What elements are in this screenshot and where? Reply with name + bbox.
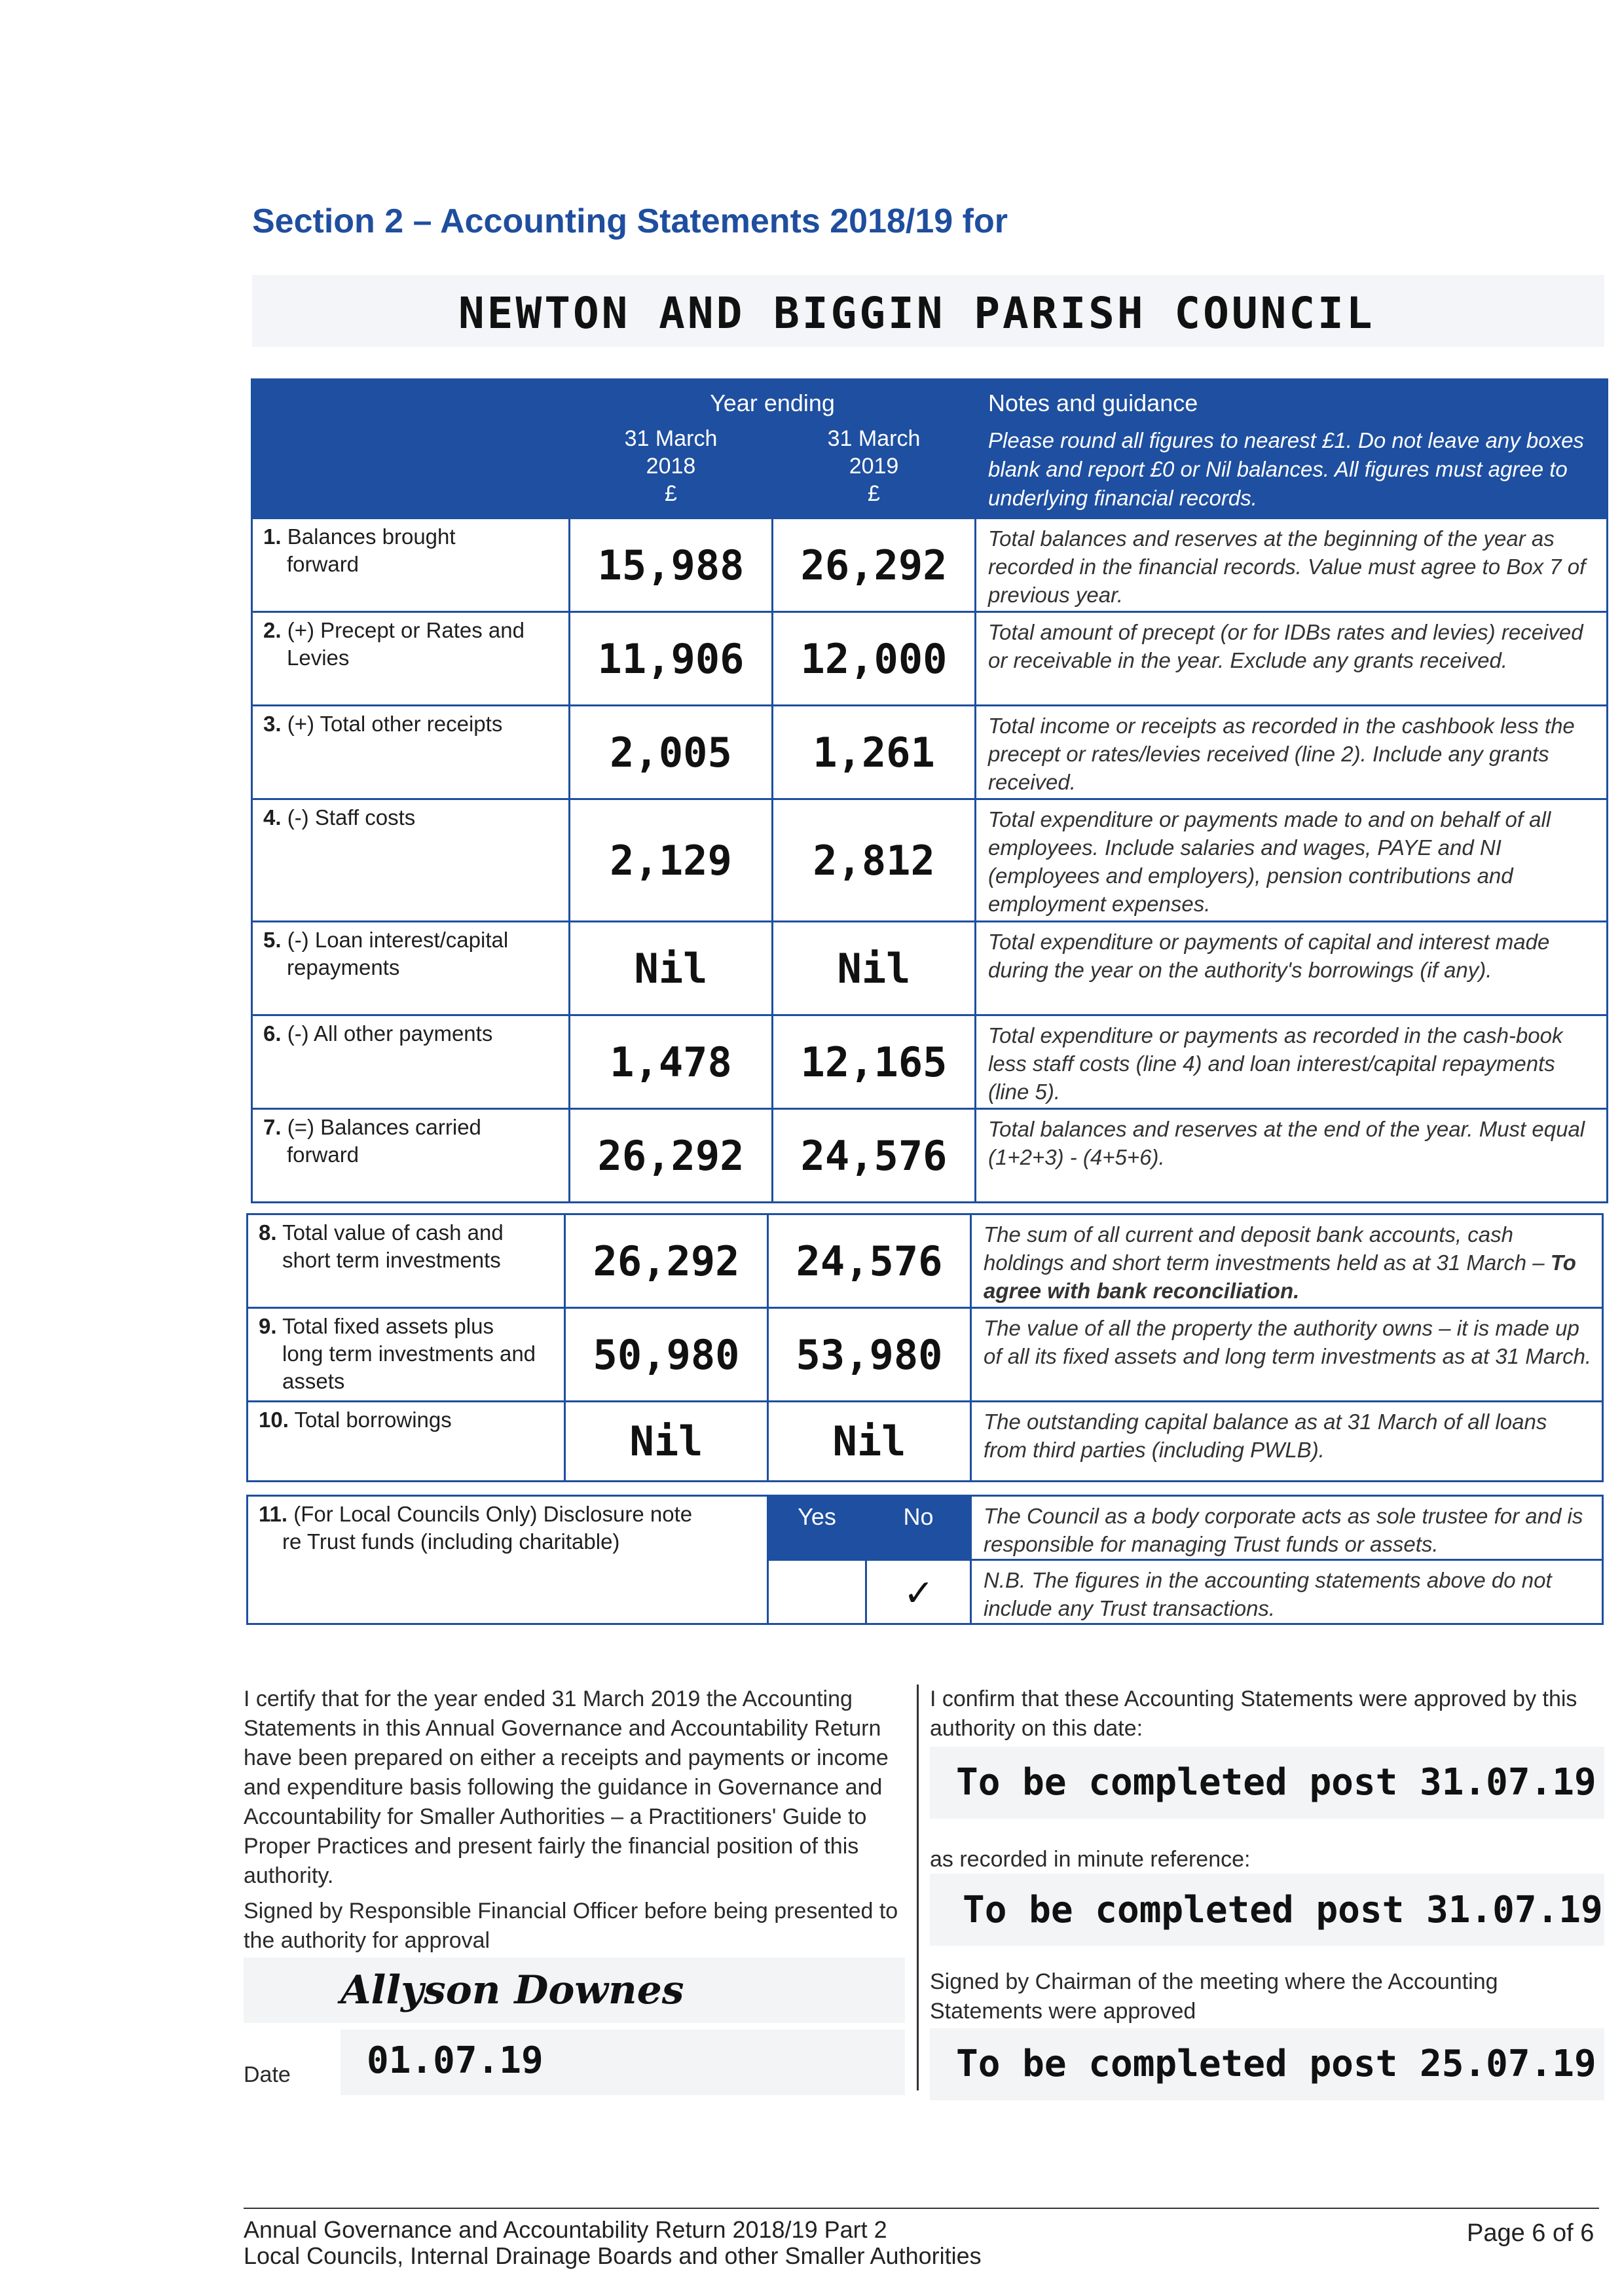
row-guidance-text: The sum of all current and deposit bank accounts, cash holdings and short term investments held as at 31 March – — [984, 1222, 1545, 1275]
value-2019[interactable]: 26,292 — [773, 519, 976, 612]
rfo-signature: Allyson Downes — [341, 1967, 684, 2013]
value-2019[interactable]: 24,576 — [768, 1214, 971, 1308]
col-2019-line1: 31 March — [827, 426, 921, 451]
minute-reference-label: as recorded in minute reference: — [930, 1847, 1251, 1872]
row-label — [252, 922, 570, 1015]
row-number: 6. — [263, 1021, 282, 1046]
header-guidance: Please round all figures to nearest £1. Do not leave any boxes blank and report £0 or Nil balances. All figures must agree to underlying financial records. — [976, 420, 1608, 519]
footer-line-2: Local Councils, Internal Drainage Boards and other Smaller Authorities — [244, 2242, 982, 2269]
date-label: Date — [244, 2062, 291, 2087]
notes-header: Notes and guidance — [976, 380, 1608, 420]
table-row — [252, 799, 1608, 922]
value-2018[interactable]: 26,292 — [565, 1214, 768, 1308]
value-2018[interactable]: 26,292 — [570, 1109, 773, 1203]
value-2018[interactable]: 50,980 — [565, 1308, 768, 1402]
year-ending-header: Year ending — [570, 380, 976, 420]
value-2018[interactable]: Nil — [570, 922, 773, 1015]
row-guidance: The value of all the property the authority owns – it is made up of all its fixed assets and long term investments as at 31 March. — [971, 1308, 1603, 1402]
yes-header: Yes — [768, 1496, 866, 1560]
value-2019[interactable]: 24,576 — [773, 1109, 976, 1203]
row-label — [252, 1109, 570, 1203]
row-number: 9. — [259, 1314, 277, 1338]
row-number: 4. — [263, 805, 282, 829]
col-2018-line2: 2018 — [646, 454, 696, 479]
certification-statement: I certify that for the year ended 31 March 2019 the Accounting Statements in this Annual Governance and Accountability Return have been prepared on either a receipts and payments or income and expenditure basis following the guidance in Governance and Accountability for Smaller Authorities – a Practitioners' Guide to Proper Practices and present fairly the financial position of this authority. — [244, 1686, 889, 1888]
table-row — [252, 1015, 1608, 1109]
row-label-rest: short term investments — [282, 1248, 501, 1272]
row-label-rest: repayments — [287, 955, 400, 979]
row-label-first: Total value of cash and — [282, 1220, 504, 1245]
no-checkbox[interactable]: ✓ — [866, 1560, 971, 1624]
col-2019-line2: 2019 — [849, 454, 899, 479]
row-number: 8. — [259, 1220, 277, 1245]
col-2018-line1: 31 March — [624, 426, 718, 451]
row-label-rest: re Trust funds (including charitable) — [282, 1529, 620, 1554]
table-row — [252, 612, 1608, 706]
trust-note-2: N.B. The figures in the accounting statements above do not include any Trust transactions. — [971, 1560, 1603, 1624]
accounting-statements-table — [251, 378, 1608, 1203]
row-label — [248, 1308, 565, 1402]
value-2019[interactable]: Nil — [773, 922, 976, 1015]
row-label-rest: forward — [287, 552, 359, 576]
row-number: 10. — [259, 1408, 289, 1432]
table-row — [252, 922, 1608, 1015]
trust-funds-table — [246, 1495, 1604, 1625]
assets-table — [246, 1213, 1604, 1482]
approval-date-value: To be completed post 31.07.19 — [956, 1761, 1596, 1804]
chairman-signature-label: Signed by Chairman of the meeting where the Accounting Statements were approved — [930, 1969, 1498, 2024]
value-2019[interactable]: 2,812 — [773, 799, 976, 922]
row-label — [252, 799, 570, 922]
column-divider — [917, 1685, 919, 2090]
header-blank — [252, 380, 570, 519]
page-number: Page 6 of 6 — [1467, 2219, 1594, 2247]
row-number: 1. — [263, 524, 282, 549]
approval-statement: I confirm that these Accounting Statements were approved by this authority on this date: — [930, 1686, 1577, 1741]
trust-funds-label — [248, 1496, 768, 1624]
row-number: 5. — [263, 928, 282, 952]
value-2019[interactable]: 12,165 — [773, 1015, 976, 1109]
row-guidance: The outstanding capital balance as at 31 March of all loans from third parties (including PWLB). — [971, 1402, 1603, 1482]
row-label-first: Balances brought — [287, 524, 456, 549]
row-label — [252, 612, 570, 706]
row-label — [248, 1402, 565, 1482]
value-2018[interactable]: 2,005 — [570, 706, 773, 799]
value-2018[interactable]: 15,988 — [570, 519, 773, 612]
row-label-rest: Levies — [287, 646, 350, 670]
row-label-first: (-) All other payments — [287, 1021, 493, 1046]
footer-line-1: Annual Governance and Accountability Return 2018/19 Part 2 — [244, 2216, 887, 2243]
row-label — [252, 706, 570, 799]
yes-checkbox[interactable] — [768, 1560, 866, 1624]
row-guidance: Total balances and reserves at the end of the year. Must equal (1+2+3) - (4+5+6). — [976, 1109, 1608, 1203]
row-label-first: (-) Staff costs — [287, 805, 416, 829]
value-2019[interactable]: 12,000 — [773, 612, 976, 706]
row-label-first: (For Local Councils Only) Disclosure note — [293, 1502, 693, 1526]
row-number: 7. — [263, 1115, 282, 1139]
col-2019-line3: £ — [868, 481, 880, 506]
row-guidance: Total amount of precept (or for IDBs rates and levies) received or receivable in the year. Exclude any grants received. — [976, 612, 1608, 706]
table-row — [248, 1214, 1603, 1308]
section-title: Section 2 – Accounting Statements 2018/19 for — [252, 202, 1008, 240]
value-2019[interactable]: 1,261 — [773, 706, 976, 799]
table-row — [252, 706, 1608, 799]
col-header-2019 — [773, 420, 976, 519]
row-label-rest: long term investments and assets — [282, 1341, 536, 1393]
minute-reference-value: To be completed post 31.07.19 — [963, 1889, 1603, 1931]
row-label — [252, 519, 570, 612]
row-guidance: Total expenditure or payments as recorded in the cash-book less staff costs (line 4) and loan interest/capital repayments (line 5). — [976, 1015, 1608, 1109]
row-guidance: Total expenditure or payments made to and on behalf of all employees. Include salaries and wages, PAYE and NI (employees and employers), pension contributions and employment expenses. — [976, 799, 1608, 922]
row-guidance-bold: To agree with bank reconciliation. — [984, 1250, 1576, 1303]
footer-rule — [244, 2208, 1599, 2209]
value-2018[interactable]: 11,906 — [570, 612, 773, 706]
col-2018-line3: £ — [665, 481, 677, 506]
row-label-first: (=) Balances carried — [287, 1115, 481, 1139]
table-row — [248, 1402, 1603, 1482]
date-value: 01.07.19 — [367, 2039, 544, 2082]
col-header-2018 — [570, 420, 773, 519]
row-number: 2. — [263, 618, 282, 642]
row-number: 3. — [263, 712, 282, 736]
chairman-signature-value: To be completed post 25.07.19 — [956, 2043, 1596, 2085]
row-label-first: (+) Total other receipts — [287, 712, 503, 736]
council-name: NEWTON AND BIGGIN PARISH COUNCIL — [458, 288, 1375, 338]
row-label-first: (+) Precept or Rates and — [287, 618, 525, 642]
value-2019[interactable]: 53,980 — [768, 1308, 971, 1402]
row-label — [252, 1015, 570, 1109]
row-label-first: Total borrowings — [294, 1408, 452, 1432]
row-guidance: Total balances and reserves at the beginning of the year as recorded in the financial records. Value must agree to Box 7 of previous year. — [976, 519, 1608, 612]
no-header: No — [866, 1496, 971, 1560]
value-2018[interactable]: Nil — [565, 1402, 768, 1482]
row-label-first: (-) Loan interest/capital — [287, 928, 509, 952]
table-row — [248, 1308, 1603, 1402]
row-label-first: Total fixed assets plus — [282, 1314, 494, 1338]
trust-note-1: The Council as a body corporate acts as sole trustee for and is responsible for managing Trust funds or assets. — [971, 1496, 1603, 1560]
table-row — [252, 1109, 1608, 1203]
row-guidance: Total expenditure or payments of capital and interest made during the year on the authority's borrowings (if any). — [976, 922, 1608, 1015]
row-label-rest: forward — [287, 1142, 359, 1167]
table-row — [252, 519, 1608, 612]
row-number: 11. — [259, 1502, 288, 1526]
row-guidance: Total income or receipts as recorded in the cashbook less the precept or rates/levies received (line 2). Include any grants received. — [976, 706, 1608, 799]
value-2018[interactable]: 2,129 — [570, 799, 773, 922]
row-guidance — [971, 1214, 1603, 1308]
rfo-signature-label: Signed by Responsible Financial Officer before being presented to the authority for approval — [244, 1899, 898, 1953]
row-label — [248, 1214, 565, 1308]
value-2019[interactable]: Nil — [768, 1402, 971, 1482]
value-2018[interactable]: 1,478 — [570, 1015, 773, 1109]
